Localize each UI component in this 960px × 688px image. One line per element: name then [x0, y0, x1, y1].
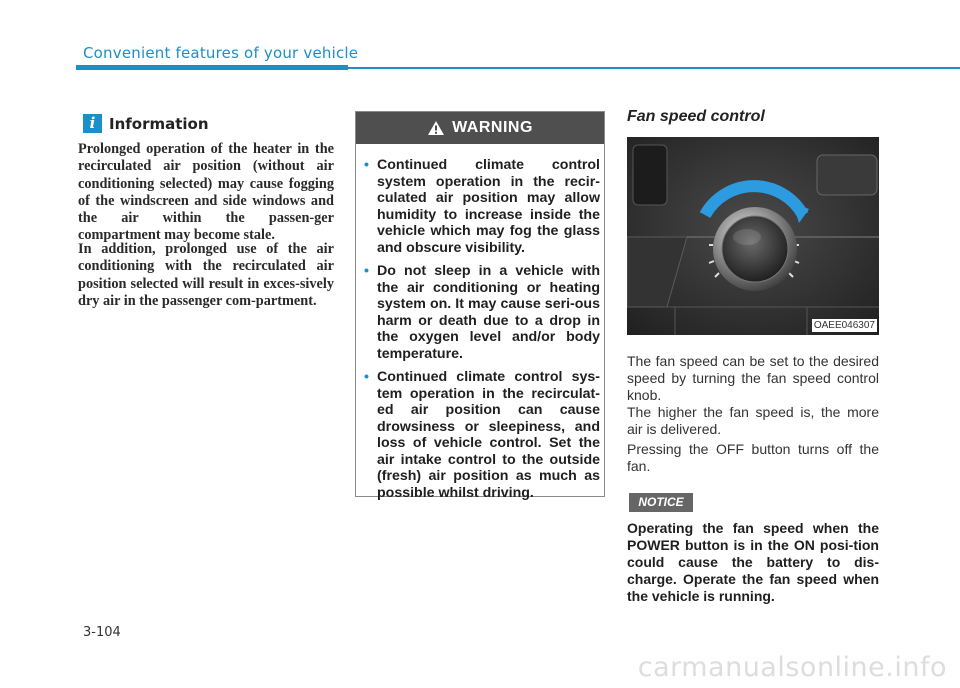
watermark: carmanualsonline.info: [637, 652, 947, 683]
fan-speed-paragraph-3: Pressing the OFF button turns off the fan.: [627, 441, 879, 474]
section-title: Convenient features of your vehicle: [83, 44, 359, 62]
page-number: 3-104: [83, 625, 121, 640]
fan-speed-paragraph-2: The higher the fan speed is, the more air is delivered.: [627, 404, 879, 437]
warning-item-text: Continued climate control system operation in the recir-culated air position may allow humidity to increase inside the vehicle which may fog the glass and obscure visibility.: [377, 157, 600, 256]
warning-title: WARNING: [452, 119, 533, 136]
figure-code: OAEE046307: [813, 320, 875, 331]
notice-text: Operating the fan speed when the POWER button is in the ON posi-tion could cause the battery to dis-charge. Operate the fan speed when the vehicle is running.: [627, 520, 879, 604]
information-paragraph-2: In addition, prolonged use of the air conditioning with the recirculated air position selected will result in exces-sively dry air in the passenger com-partment.: [78, 241, 334, 309]
warning-triangle-icon: [427, 120, 445, 136]
bullet-icon: •: [364, 263, 369, 279]
fan-speed-title: Fan speed control: [627, 108, 765, 125]
warning-item: [364, 263, 600, 362]
warning-item-text: Do not sleep in a vehicle with the air conditioning or heating system on. It may cause seri-ous harm or death due to a drop in the oxygen level and/or body temperature.: [377, 263, 600, 362]
info-icon: i: [83, 114, 102, 133]
warning-list: [364, 157, 600, 508]
notice-badge: NOTICE: [629, 493, 693, 512]
fan-knob-figure: [627, 137, 879, 335]
warning-item: [364, 369, 600, 501]
information-paragraph-1: Prolonged operation of the heater in the recirculated air position (without air conditioning selected) may cause fogging of the windscreen and side windows and the air within the passen-ger compartment may become stale.: [78, 141, 334, 244]
warning-box: [355, 111, 605, 501]
warning-item-text: Continued climate control sys-tem operation in the recirculat-ed air position can cause drowsiness or sleepiness, and loss of vehicle control. Set the air intake control to the outside (fresh) air position as much as possible whilst driving.: [377, 369, 600, 501]
bullet-icon: •: [364, 369, 369, 385]
fan-knob-illustration: [627, 137, 879, 335]
header-rule: [348, 67, 960, 69]
header-accent-bar: [76, 65, 348, 70]
bullet-icon: •: [364, 157, 369, 173]
warning-item: [364, 157, 600, 256]
information-title: Information: [109, 115, 209, 133]
fan-speed-paragraph-1: The fan speed can be set to the desired speed by turning the fan speed control knob.: [627, 353, 879, 403]
warning-header: [356, 112, 604, 144]
